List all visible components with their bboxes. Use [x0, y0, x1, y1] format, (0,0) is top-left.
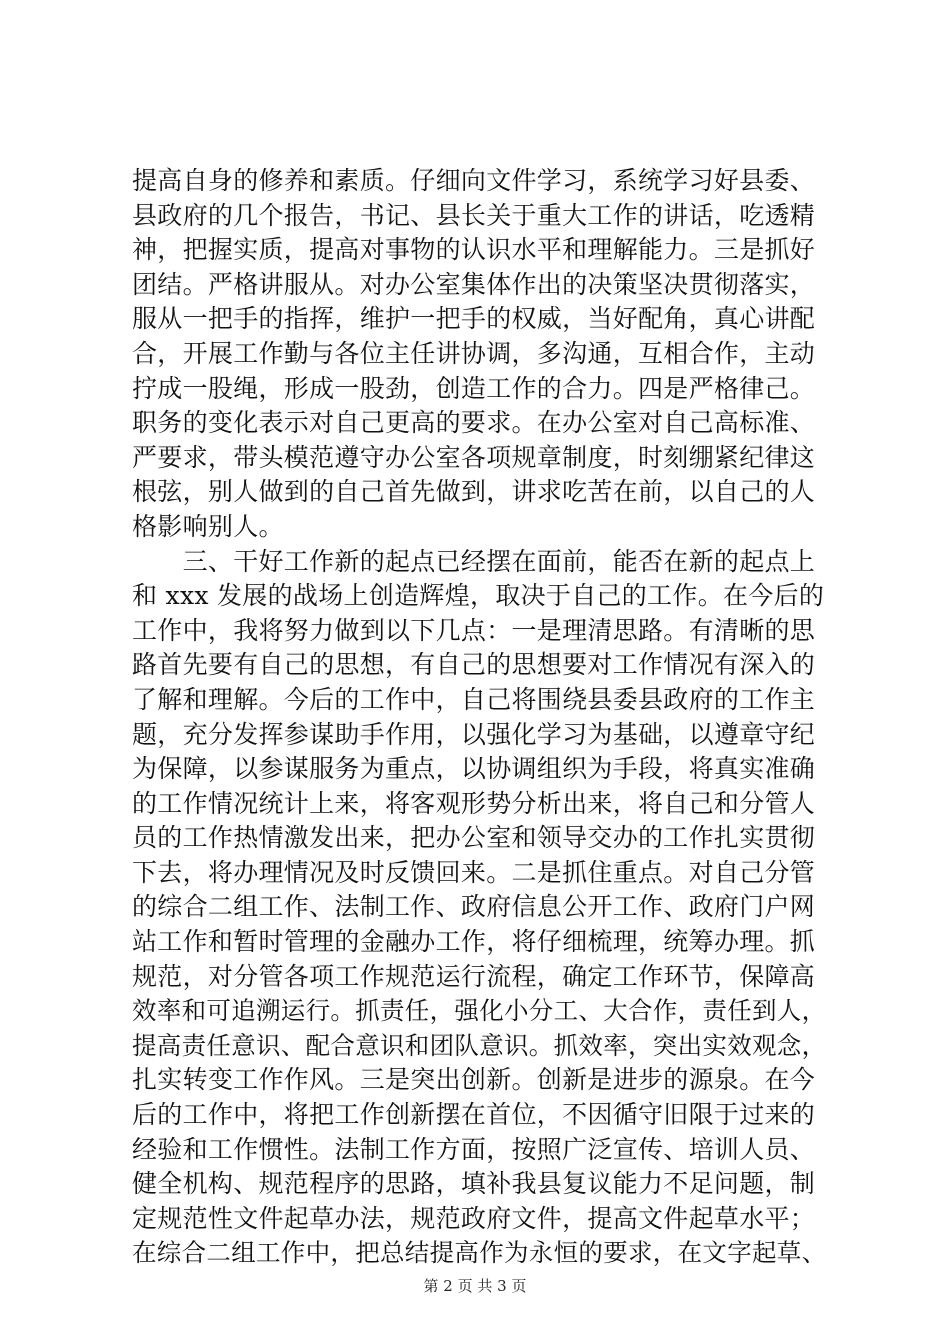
- text-line: 的工作情况统计上来，将客观形势分析出来，将自己和分管人: [132, 788, 816, 818]
- text-line: 健全机构、规范程序的思路，填补我县复议能力不足问题，制: [132, 1169, 816, 1199]
- text-line: 路首先要有自己的思想，有自己的思想要对工作情况有深入的: [132, 650, 816, 680]
- text-line: 工作中，我将努力做到以下几点：一是理清思路。有清晰的思: [132, 615, 816, 645]
- text-line: 扎实转变工作作风。三是突出创新。创新是进步的源泉。在今: [132, 1065, 816, 1095]
- text-line: 服从一把手的指挥，维护一把手的权威，当好配角，真心讲配: [132, 304, 816, 334]
- text-line: 和 xxx 发展的战场上创造辉煌，取决于自己的工作。在今后的: [132, 581, 825, 611]
- text-line: 在综合二组工作中，把总结提高作为永恒的要求，在文字起草、: [132, 1238, 827, 1268]
- page-footer: [0, 1276, 950, 1296]
- text-line: 定规范性文件起草办法，规范政府文件，提高文件起草水平；: [132, 1203, 816, 1233]
- text-line: 效率和可追溯运行。抓责任，强化小分工、大合作，责任到人，: [132, 996, 827, 1026]
- text-line: 三、干好工作新的起点已经摆在面前，能否在新的起点上: [132, 546, 816, 576]
- text-line: 的综合二组工作、法制工作、政府信息公开工作、政府门户网: [132, 892, 816, 922]
- document-body: [132, 164, 832, 1271]
- text-line: 提高责任意识、配合意识和团队意识。抓效率，突出实效观念，: [132, 1030, 827, 1060]
- text-line: 后的工作中，将把工作创新摆在首位，不因循守旧限于过来的: [132, 1100, 816, 1130]
- text-line: 神，把握实质，提高对事物的认识水平和理解能力。三是抓好: [132, 235, 816, 265]
- text-line: 提高自身的修养和素质。仔细向文件学习，系统学习好县委、: [132, 166, 816, 195]
- text-line: 为保障，以参谋服务为重点，以协调组织为手段，将真实准确: [132, 754, 816, 784]
- text-line: 合，开展工作勤与各位主任讲协调，多沟通，互相合作，主动: [132, 338, 816, 368]
- text-line: 职务的变化表示对自己更高的要求。在办公室对自己高标准、: [132, 408, 816, 438]
- text-line: 根弦，别人做到的自己首先做到，讲求吃苦在前，以自己的人: [132, 477, 816, 507]
- text-line: 严要求，带头模范遵守办公室各项规章制度，时刻绷紧纪律这: [132, 442, 816, 472]
- text-line: 题，充分发挥参谋助手作用，以强化学习为基础，以遵章守纪: [132, 719, 816, 749]
- text-line: 经验和工作惯性。法制工作方面，按照广泛宣传、培训人员、: [132, 1134, 816, 1164]
- text-line: 了解和理解。今后的工作中，自己将围绕县委县政府的工作主: [132, 684, 816, 714]
- text-line: 站工作和暂时管理的金融办工作，将仔细梳理，统筹办理。抓: [132, 927, 816, 957]
- page-number: 第 2 页 共 3 页: [423, 1277, 527, 1295]
- text-line: 团结。严格讲服从。对办公室集体作出的决策坚决贯彻落实，: [132, 269, 816, 299]
- text-line: 县政府的几个报告，书记、县长关于重大工作的讲话，吃透精: [132, 200, 816, 230]
- text-line: 下去，将办理情况及时反馈回来。二是抓住重点。对自己分管: [132, 857, 816, 887]
- text-line: 拧成一股绳，形成一股劲，创造工作的合力。四是严格律己。: [132, 373, 816, 403]
- text-line: 员的工作热情激发出来，把办公室和领导交办的工作扎实贯彻: [132, 823, 816, 853]
- text-line: 格影响别人。: [132, 511, 284, 541]
- text-line: 规范，对分管各项工作规范运行流程，确定工作环节，保障高: [132, 961, 816, 991]
